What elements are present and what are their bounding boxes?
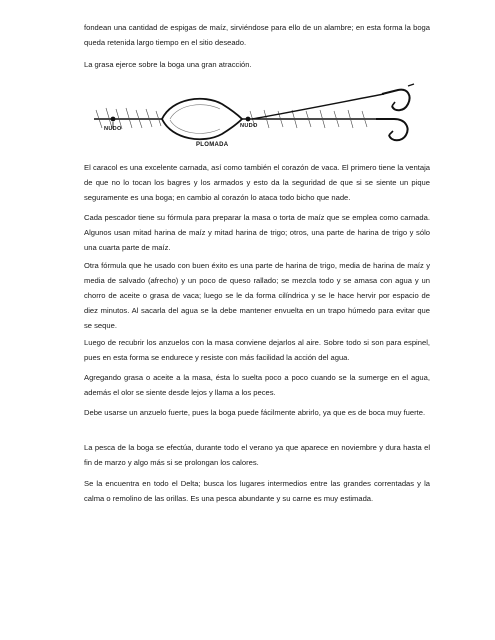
fishing-rig-illustration: [92, 82, 422, 154]
upper-branch: [252, 94, 384, 119]
knot-left-mark: [111, 117, 116, 122]
paragraph-3: El caracol es una excelente carnada, así como también el corazón de vaca. El primero tiene la ventaja de que no lo tocan los bagres y los armados y esto da la seguridad de que si se siente un pique seguramente es una boga; en cambio al corazón lo ataca todo bicho que nade.: [84, 163, 430, 202]
rig-drawing: [92, 82, 422, 154]
paragraph-6: Luego de recubrir los anzuelos con la masa conviene dejarlos al aire. Sobre todo si son para espinel, pues en esta forma se endurece y resiste con más facilidad la acción del agua.: [84, 338, 430, 362]
paragraph-7: Agregando grasa o aceite a la masa, ésta lo suelta poco a poco cuando se la sumerge en el agua, además el olor se siente desde lejos y llama a los peces.: [84, 373, 430, 397]
label-knot-left: NUDO: [104, 126, 122, 132]
label-sinker: PLOMADA: [196, 142, 229, 148]
paragraph-4: Cada pescador tiene su fórmula para preparar la masa o torta de maíz que se emplea como carnada. Algunos usan mitad harina de maíz y mitad harina de trigo; otros, una parte de harina de trigo y sólo una cuarta parte de maíz.: [84, 213, 430, 252]
paragraph-1: fondean una cantidad de espigas de maíz, sirviéndose para ello de un alambre; en esta forma la boga queda retenida largo tiempo en el sitio deseado.: [84, 23, 430, 47]
hook-lower: [376, 119, 408, 140]
paragraph-2: La grasa ejerce sobre la boga una gran atracción.: [84, 60, 252, 69]
paragraph-10: Se la encuentra en todo el Delta; busca los lugares intermedios entre las grandes correntadas y la calma o remolino de las orillas. Es una pesca abundante y su carne es muy estimada.: [84, 479, 430, 503]
paragraph-8: Debe usarse un anzuelo fuerte, pues la boga puede fácilmente abrirlo, ya que es de boca muy fuerte.: [84, 408, 426, 417]
paragraph-5: Otra fórmula que he usado con buen éxito es una parte de harina de trigo, media de harina de maíz y media de salvado (afrecho) y un poco de queso rallado; se mezcla todo y se amasa con agua y un chorro de aceite o grasa de vaca; luego se le da forma cilíndrica y se le hace hervir por espacio de diez minutos. Al sacarla del agua se la debe mantener envuelta en un trapo húmedo para evitar que se seque.: [84, 261, 430, 330]
paragraph-9: La pesca de la boga se efectúa, durante todo el verano ya que aparece en noviembre y dura hasta el fin de marzo y algo más si se prolongan los calores.: [84, 443, 430, 467]
hook-upper: [382, 90, 410, 111]
label-knot-right: NUDO: [240, 123, 258, 129]
